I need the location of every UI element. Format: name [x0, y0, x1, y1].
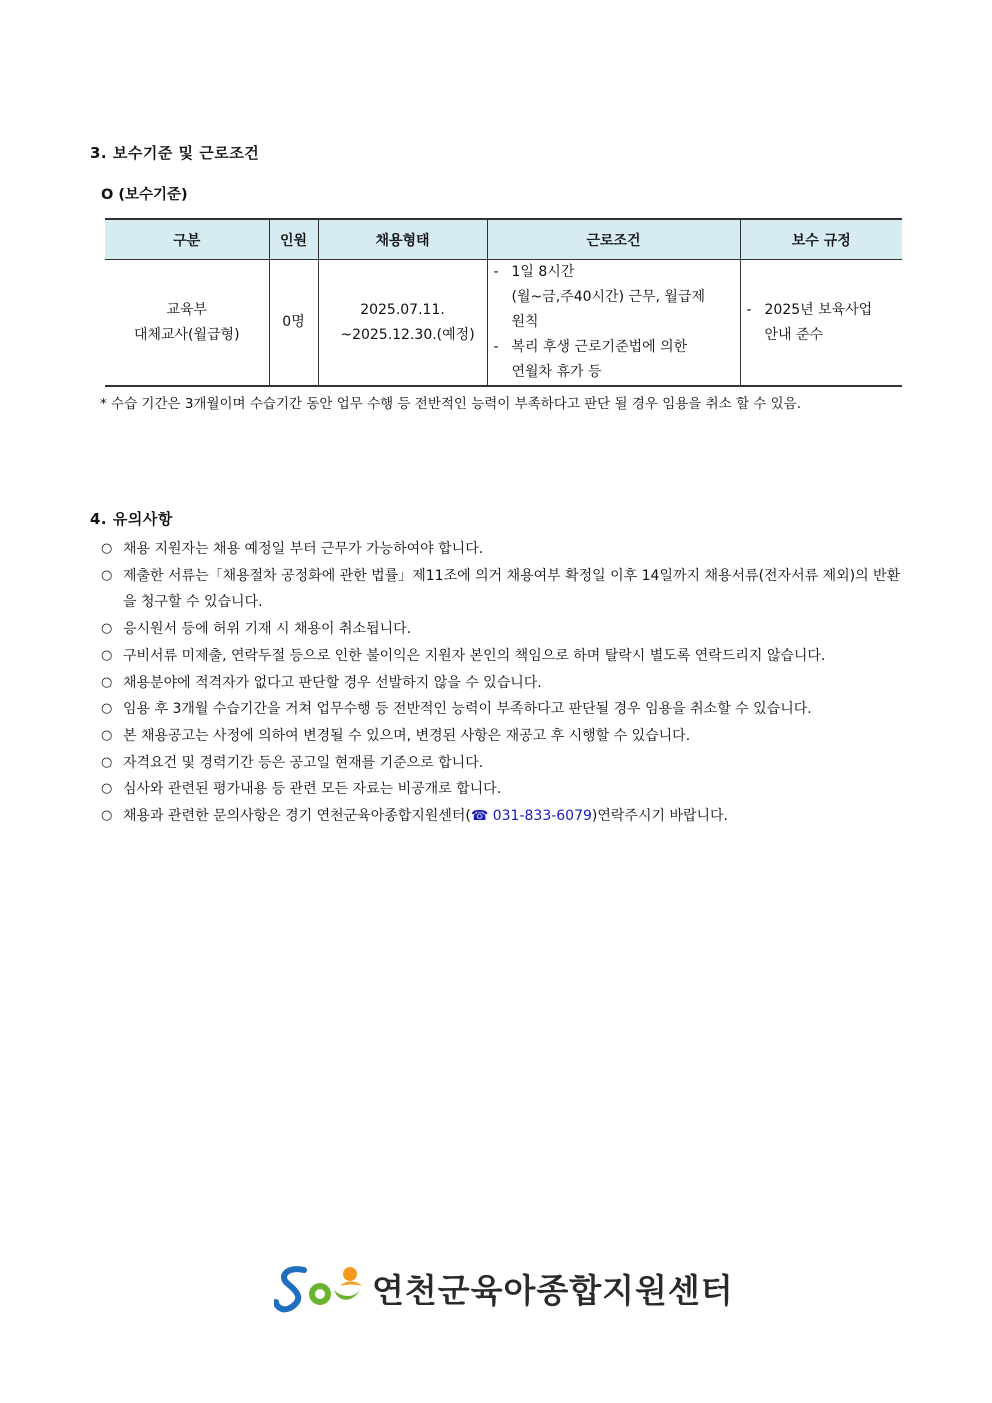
- center-logo: [274, 1262, 744, 1314]
- list-item: ○ 제출한 서류는「채용절차 공정화에 관한 법률」제11조에 의거 채용여부 확정일 이후 14일까지 채용서류(전자서류 제외)의 반환을 청구할 수 있습니다.: [101, 563, 907, 616]
- pay-standard-subtitle: O (보수기준): [101, 187, 188, 203]
- contact-phone: ☎ 031-833-6079: [470, 808, 592, 825]
- list-item: ○ 자격요건 및 경력기간 등은 공고일 현재를 기준으로 합니다.: [101, 750, 907, 777]
- pay-rules-cell: - 2025년 보육사업 안내 준수: [740, 260, 902, 387]
- bullet-icon: ○: [101, 541, 113, 556]
- employment-type-cell: [318, 260, 487, 387]
- header-division: 구분: [105, 219, 269, 260]
- work-conditions-cell: [487, 260, 740, 387]
- cond2-line1: 복리 후생 근로기준법에 의한: [511, 339, 688, 355]
- headcount-cell: 0명: [269, 260, 318, 387]
- cond1-line2: (월~금,주40시간) 근무, 월급제: [511, 289, 706, 305]
- list-item: ○ 구비서류 미제출, 연락두절 등으로 인한 불이익은 지원자 본인의 책임으로 하며 탈락시 별도록 연락드리지 않습니다.: [101, 643, 907, 670]
- list-item: ○ 심사와 관련된 평가내용 등 관련 모든 자료는 비공개로 합니다.: [101, 776, 907, 803]
- center-logo-icon: [274, 1262, 366, 1314]
- pay-standard-table: [105, 218, 902, 387]
- cond1-line1: 1일 8시간: [511, 264, 575, 280]
- bullet-icon: ○: [101, 754, 113, 770]
- type-line1: 2025.07.11.: [360, 301, 445, 318]
- list-item: ○ 채용과 관련한 문의사항은 경기 연천군육아종합지원센터(☎ 031-833-6079)연락주시기 바랍니다.: [101, 803, 907, 830]
- table-header-row: [105, 219, 902, 260]
- pay-line1: 2025년 보육사업: [764, 301, 873, 318]
- pay-line2: 안내 준수: [764, 326, 824, 343]
- division-line1: 교육부: [166, 301, 208, 318]
- division-cell: [105, 260, 269, 387]
- list-item: ○ 본 채용공고는 사정에 의하여 변경될 수 있으며, 변경된 사항은 재공고 후 시행할 수 있습니다.: [101, 723, 907, 750]
- list-item: ○ 응시원서 등에 허위 기재 시 채용이 취소됩니다.: [101, 616, 907, 643]
- section4-title: 4. 유의사항: [90, 510, 173, 528]
- header-employment-type: 채용형태: [318, 219, 487, 260]
- list-item: ○ 채용 지원자는 채용 예정일 부터 근무가 가능하여야 합니다.: [101, 536, 907, 563]
- cond1-line3: 원칙: [511, 314, 539, 330]
- header-work-conditions: 근로조건: [487, 219, 740, 260]
- bullet-icon: ○: [101, 647, 113, 663]
- type-line2: ~2025.12.30.(예정): [340, 326, 475, 343]
- bullet-icon: ○: [101, 621, 113, 637]
- header-headcount: 인원: [269, 219, 318, 260]
- probation-note: * 수습 기간은 3개월이며 수습기간 동안 업무 수행 등 전반적인 능력이 부족하다고 판단 될 경우 임용을 취소 할 수 있음.: [100, 396, 802, 412]
- center-logo-text: 연천군육아종합지원센터: [372, 1270, 734, 1310]
- bullet-icon: ○: [101, 701, 113, 717]
- bullet-icon: ○: [101, 674, 113, 690]
- cond2-line2: 연월차 휴가 등: [511, 364, 602, 380]
- section3-title: 3. 보수기준 및 근로조건: [90, 144, 260, 162]
- bullet-icon: ○: [101, 727, 113, 743]
- header-pay-rules: 보수 규정: [740, 219, 902, 260]
- condition-item: - 복리 후생 근로기준법에 의한: [494, 335, 734, 360]
- table-row: [105, 260, 902, 387]
- notice-list: [101, 536, 907, 830]
- bullet-icon: ○: [101, 781, 113, 797]
- condition-item: - 1일 8시간: [494, 260, 734, 285]
- division-line2: 대체교사(월급형): [133, 326, 240, 343]
- bullet-icon: ○: [101, 567, 113, 583]
- bullet-icon: ○: [101, 808, 113, 824]
- list-item: ○ 채용분야에 적격자가 없다고 판단할 경우 선발하지 않을 수 있습니다.: [101, 670, 907, 697]
- list-item: ○ 임용 후 3개월 수습기간을 거쳐 업무수행 등 전반적인 능력이 부족하다고 판단될 경우 임용을 취소할 수 있습니다.: [101, 696, 907, 723]
